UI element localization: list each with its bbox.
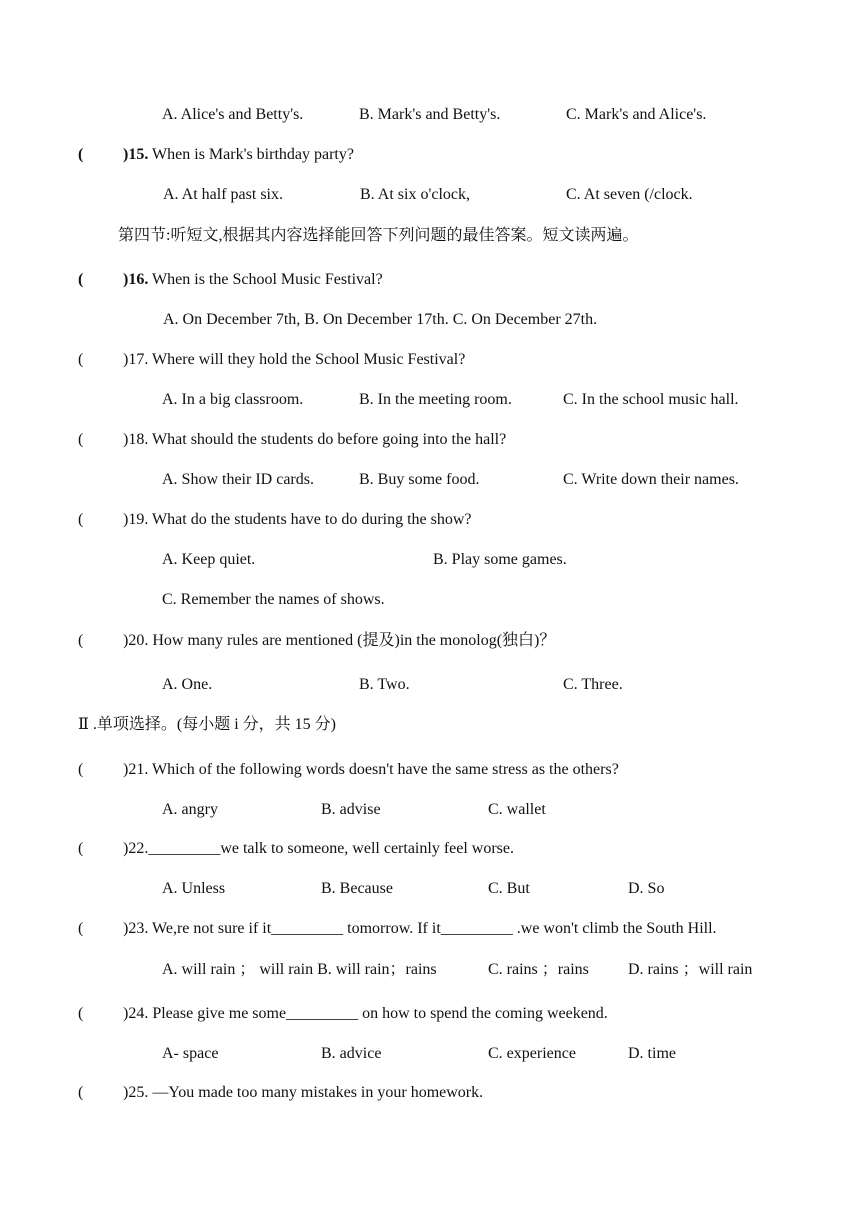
question-21 xyxy=(123,760,619,780)
question-number: )15. xyxy=(123,146,149,163)
option-c: C. rains ；rains xyxy=(488,961,589,978)
question-17 xyxy=(123,350,465,370)
answer-paren[interactable]: ( xyxy=(78,351,84,368)
option-b: B. Mark's and Betty's. xyxy=(359,106,501,123)
option-b: B. Because xyxy=(321,880,393,897)
question-text: —You made too many mistakes in your homework. xyxy=(148,1084,484,1101)
option-b: B. Buy some food. xyxy=(359,471,480,488)
question-16 xyxy=(123,270,383,290)
option-a: A. At half past six. xyxy=(163,186,283,203)
option-c: C. In the school music hall. xyxy=(563,391,739,408)
question-22 xyxy=(123,839,514,859)
option-a: A. angry xyxy=(162,801,218,818)
question-text: What should the students do before going into the hall? xyxy=(148,431,507,448)
option-d: D. So xyxy=(628,880,665,897)
question-text: _________we talk to someone, well certainly feel worse. xyxy=(148,840,514,857)
question-text: When is Mark's birthday party? xyxy=(148,146,354,163)
option-a: A. Alice's and Betty's. xyxy=(162,106,304,123)
question-number: )24. xyxy=(123,1005,149,1022)
option-b: B. Play some games. xyxy=(433,551,567,568)
question-text: Where will they hold the School Music Festival? xyxy=(148,351,466,368)
question-number: )17. xyxy=(123,351,149,368)
option-c: C. experience xyxy=(488,1045,576,1062)
answer-paren[interactable]: ( xyxy=(78,920,84,937)
question-text: We,re not sure if it_________ tomorrow. If it_________ .we won't climb the South Hill. xyxy=(148,920,717,937)
option-a: A. One. xyxy=(162,676,213,693)
option-a: A. Unless xyxy=(162,880,226,897)
option-c: C. Mark's and Alice's. xyxy=(566,106,707,123)
option-d: D. rains ；will rain xyxy=(628,961,753,978)
option-b: B. At six o'clock, xyxy=(360,186,470,203)
question-number: )22. xyxy=(123,840,149,857)
section-2-heading: Ⅱ .单项选择。(每小题 i 分，共 15 分) xyxy=(78,716,336,733)
option-a: A. Show their ID cards. xyxy=(162,471,314,488)
option-a: A. In a big classroom. xyxy=(162,391,304,408)
answer-paren[interactable]: ( xyxy=(78,840,84,857)
option-c: C. Remember the names of shows. xyxy=(162,591,385,608)
answer-paren[interactable]: ( xyxy=(78,1005,84,1022)
option-c: C. At seven (/clock. xyxy=(566,186,693,203)
answer-paren[interactable]: ( xyxy=(78,146,84,163)
question-number: )23. xyxy=(123,920,149,937)
answer-paren[interactable]: ( xyxy=(78,632,84,649)
answer-paren[interactable]: ( xyxy=(78,431,84,448)
option-line: A. On December 7th, B. On December 17th. C. On December 27th. xyxy=(163,311,598,328)
option-a: A- space xyxy=(162,1045,219,1062)
option-b: B. advice xyxy=(321,1045,382,1062)
option-d: D. time xyxy=(628,1045,676,1062)
option-c: C. wallet xyxy=(488,801,546,818)
answer-paren[interactable]: ( xyxy=(78,511,84,528)
question-24 xyxy=(123,1004,608,1024)
question-18 xyxy=(123,430,506,450)
question-number: )18. xyxy=(123,431,149,448)
question-number: )20. xyxy=(123,632,149,649)
question-text: How many rules are mentioned (提及)in the monolog(独白)？ xyxy=(148,632,556,649)
option-c: C. But xyxy=(488,880,530,897)
question-number: )21. xyxy=(123,761,149,778)
option-b: B. In the meeting room. xyxy=(359,391,512,408)
question-number: )25. xyxy=(123,1084,149,1101)
section-4-heading: 第四节:听短文,根据其内容选择能回答下列问题的最佳答案。短文读两遍。 xyxy=(118,227,639,244)
question-text: What do the students have to do during the show? xyxy=(148,511,472,528)
question-text: When is the School Music Festival? xyxy=(148,271,383,288)
option-c: C. Write down their names. xyxy=(563,471,739,488)
question-15 xyxy=(123,145,354,165)
question-23 xyxy=(123,919,717,939)
question-25 xyxy=(123,1083,483,1103)
question-number: )16. xyxy=(123,271,149,288)
question-number: )19. xyxy=(123,511,149,528)
option-c: C. Three. xyxy=(563,676,623,693)
question-20 xyxy=(123,631,555,651)
answer-paren[interactable]: ( xyxy=(78,271,84,288)
question-19 xyxy=(123,510,472,530)
answer-paren[interactable]: ( xyxy=(78,1084,84,1101)
option-b: B. advise xyxy=(321,801,381,818)
option-a: A. Keep quiet. xyxy=(162,551,256,568)
answer-paren[interactable]: ( xyxy=(78,761,84,778)
question-text: Please give me some_________ on how to spend the coming weekend. xyxy=(148,1005,608,1022)
option-b: B. Two. xyxy=(359,676,410,693)
question-text: Which of the following words doesn't have the same stress as the others? xyxy=(148,761,619,778)
option-ab: A. will rain ； will rain B. will rain；rains xyxy=(162,961,437,978)
